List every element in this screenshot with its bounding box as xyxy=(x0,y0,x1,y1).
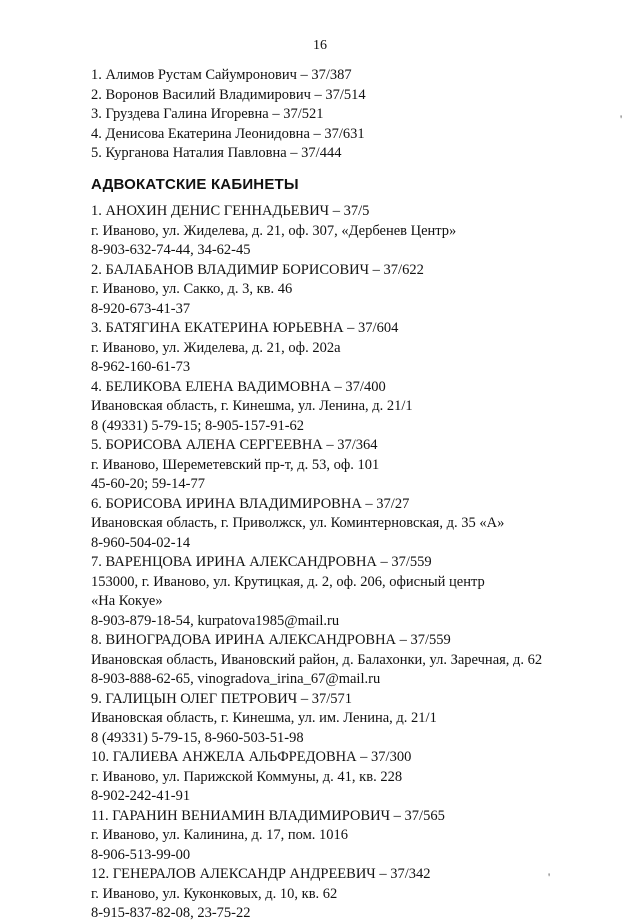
entry-detail-line: Ивановская область, г. Кинешма, ул. им. Ленина, д. 21/1 xyxy=(91,710,437,726)
entry-detail-line: г. Иваново, ул. Куконковых, д. 10, кв. 62 xyxy=(91,885,338,902)
list-item: 1. Алимов Рустам Сайумронович – 37/387 xyxy=(91,67,352,83)
entry-name-line: 1. АНОХИН ДЕНИС ГЕННАДЬЕВИЧ – 37/5 xyxy=(91,203,370,219)
entry-detail-line: г. Иваново, ул. Жиделева, д. 21, оф. 202а xyxy=(91,339,341,356)
entry-name-line: 7. ВАРЕНЦОВА ИРИНА АЛЕКСАНДРОВНА – 37/559 xyxy=(91,554,432,570)
page-number: 16 xyxy=(313,38,327,53)
entry-name-line: 8. ВИНОГРАДОВА ИРИНА АЛЕКСАНДРОВНА – 37/559 xyxy=(91,632,451,648)
list-item: 4. Денисова Екатерина Леонидовна – 37/631 xyxy=(91,125,365,142)
entry-detail-line: 8-903-632-74-44, 34-62-45 xyxy=(91,242,251,258)
entry-detail-line: Ивановская область, г. Приволжск, ул. Коминтерновская, д. 35 «А» xyxy=(91,515,505,531)
entry-detail-line: 8-962-160-61-73 xyxy=(91,359,191,375)
entry-detail-line: Ивановская область, г. Кинешма, ул. Ленина, д. 21/1 xyxy=(91,398,413,414)
entry-detail-line: 8-903-879-18-54, kurpatova1985@mail.ru xyxy=(91,612,340,629)
entry-detail-line: 8-903-888-62-65, vinogradova_irina_67@mail.ru xyxy=(91,671,381,687)
lawyer-entry xyxy=(91,261,631,320)
entry-detail-line: г. Иваново, ул. Парижской Коммуны, д. 41, кв. 228 xyxy=(91,768,403,785)
list-item: 3. Груздева Галина Игоревна – 37/521 xyxy=(91,106,324,122)
scan-mark: ' xyxy=(620,112,623,126)
entry-name-line: 9. ГАЛИЦЫН ОЛЕГ ПЕТРОВИЧ – 37/571 xyxy=(91,690,352,707)
entry-detail-line: 8-906-513-99-00 xyxy=(91,846,191,863)
entry-detail-line: г. Иваново, ул. Калинина, д. 17, пом. 1016 xyxy=(91,827,349,843)
scan-mark: ' xyxy=(548,870,551,884)
lawyer-entry xyxy=(91,748,631,807)
entry-detail-line: 8-902-242-41-91 xyxy=(91,788,191,804)
list-item: 5. Курганова Наталия Павловна – 37/444 xyxy=(91,145,342,161)
entry-detail-line: 153000, г. Иваново, ул. Крутицкая, д. 2, оф. 206, офисный центр xyxy=(91,573,485,590)
lawyer-entry xyxy=(91,690,631,749)
intro-list xyxy=(91,66,366,164)
lawyer-entry xyxy=(91,319,631,378)
entry-name-line: 5. БОРИСОВА АЛЕНА СЕРГЕЕВНА – 37/364 xyxy=(91,437,378,453)
entry-name-line: 12. ГЕНЕРАЛОВ АЛЕКСАНДР АНДРЕЕВИЧ – 37/342 xyxy=(91,866,431,882)
entries-list xyxy=(91,202,631,924)
entry-detail-line: г. Иваново, Шереметевский пр-т, д. 53, оф. 101 xyxy=(91,456,380,473)
lawyer-entry xyxy=(91,495,631,554)
entry-detail-line: г. Иваново, ул. Сакко, д. 3, кв. 46 xyxy=(91,281,293,297)
entry-name-line: 4. БЕЛИКОВА ЕЛЕНА ВАДИМОВНА – 37/400 xyxy=(91,378,386,395)
lawyer-entry xyxy=(91,436,631,495)
entry-detail-line: 8 (49331) 5-79-15, 8-960-503-51-98 xyxy=(91,729,304,746)
lawyer-entry xyxy=(91,553,631,631)
entry-name-line: 6. БОРИСОВА ИРИНА ВЛАДИМИРОВНА – 37/27 xyxy=(91,495,410,512)
entry-detail-line: 45-60-20; 59-14-77 xyxy=(91,476,205,492)
entry-detail-line: 8 (49331) 5-79-15; 8-905-157-91-62 xyxy=(91,417,305,434)
entry-detail-line: 8-960-504-02-14 xyxy=(91,534,191,551)
entry-detail-line: Ивановская область, Ивановский район, д. Балахонки, ул. Заречная, д. 62 xyxy=(91,651,543,668)
section-heading: АДВОКАТСКИЕ КАБИНЕТЫ xyxy=(91,176,299,193)
lawyer-entry xyxy=(91,631,631,690)
lawyer-entry xyxy=(91,202,631,261)
entry-name-line: 11. ГАРАНИН ВЕНИАМИН ВЛАДИМИРОВИЧ – 37/565 xyxy=(91,807,445,824)
entry-detail-line: 8-915-837-82-08, 23-75-22 xyxy=(91,905,251,921)
entry-detail-line: г. Иваново, ул. Жиделева, д. 21, оф. 307, «Дербенев Центр» xyxy=(91,222,457,239)
list-item: 2. Воронов Василий Владимирович – 37/514 xyxy=(91,86,366,103)
entry-detail-line: «На Кокуе» xyxy=(91,593,163,609)
entry-name-line: 3. БАТЯГИНА ЕКАТЕРИНА ЮРЬЕВНА – 37/604 xyxy=(91,320,399,336)
lawyer-entry xyxy=(91,378,631,437)
entry-name-line: 2. БАЛАБАНОВ ВЛАДИМИР БОРИСОВИЧ – 37/622 xyxy=(91,261,424,278)
entry-name-line: 10. ГАЛИЕВА АНЖЕЛА АЛЬФРЕДОВНА – 37/300 xyxy=(91,749,412,765)
lawyer-entry xyxy=(91,807,631,866)
entry-detail-line: 8-920-673-41-37 xyxy=(91,300,191,317)
